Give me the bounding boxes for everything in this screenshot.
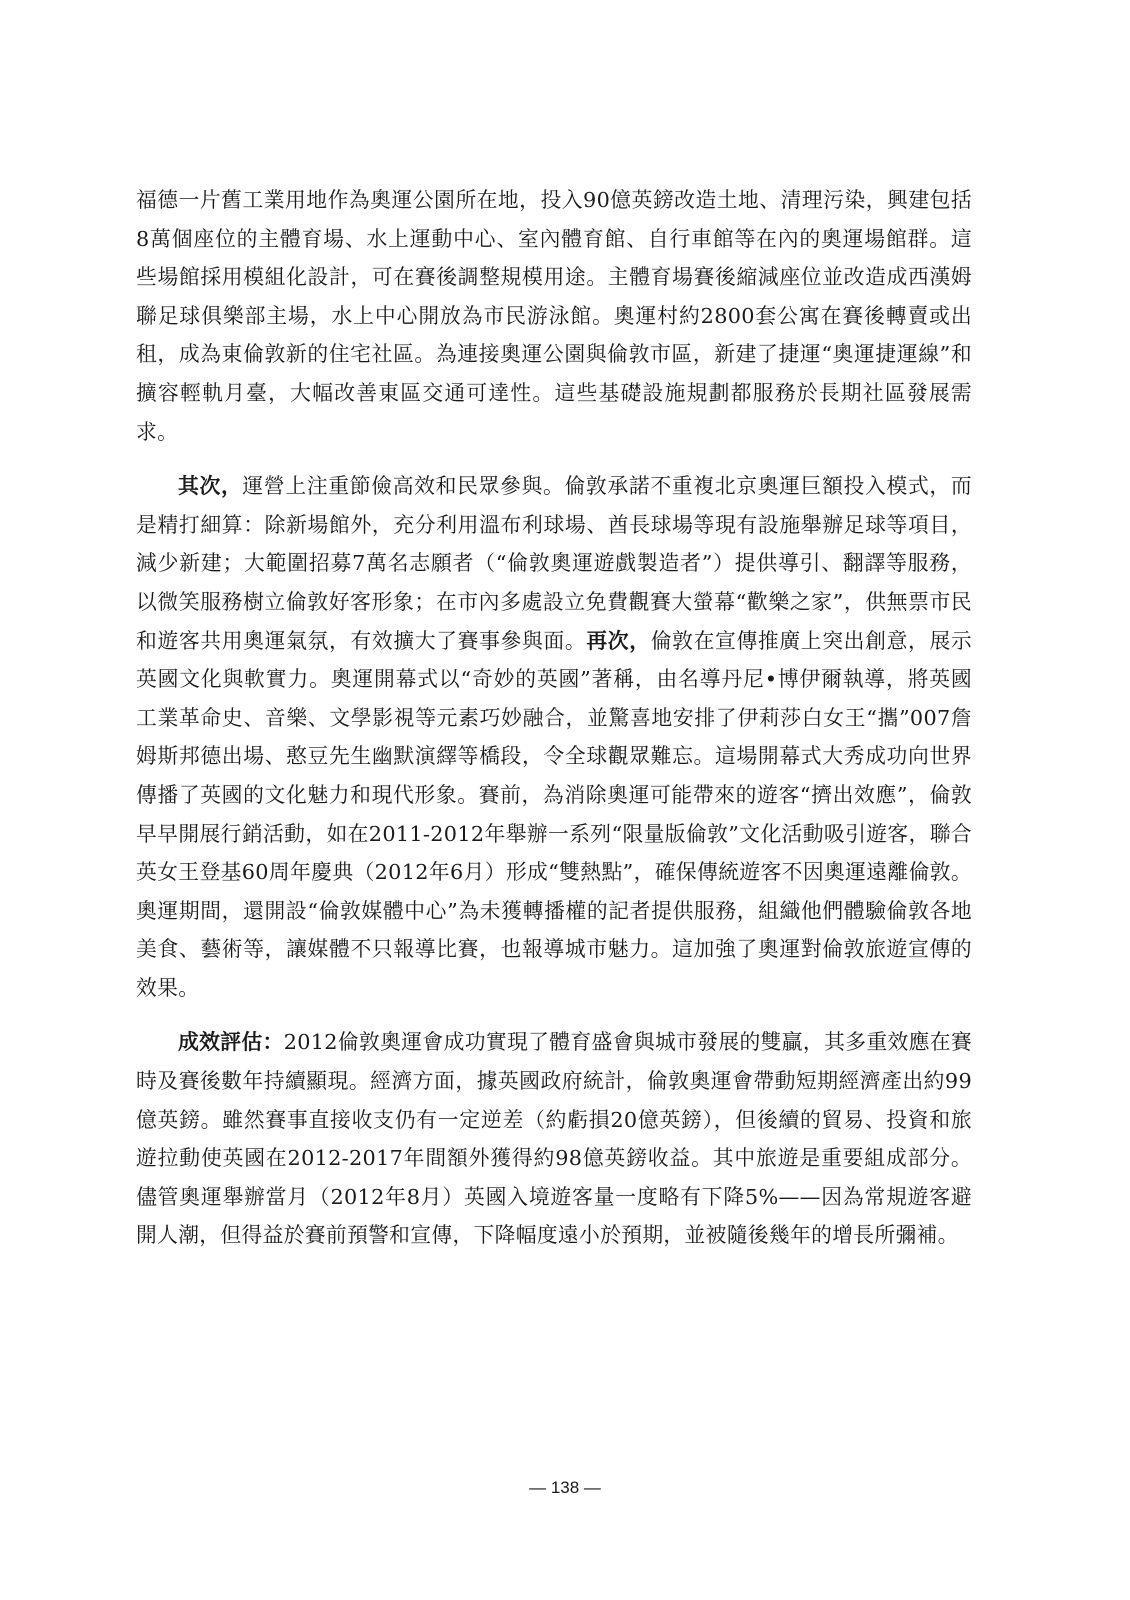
paragraph-2-text-part-1: 運營上注重節儉高效和民眾參與。倫敦承諾不重複北京奧運巨額投入模式，而是精打細算：除新場館外，充分利用溫布利球場、酋長球場等現有設施舉辦足球等項目，減少新建；大範圍招募7萬名志願者（“倫敦奧運遊戲製造者”）提供導引、翻譯等服務，以微笑服務樹立倫敦好客形象；在市內多處設立免費觀賽大螢幕“歡樂之家”，供無票市民和遊客共用奧運氣氛，有效擴大了賽事參與面。: [136, 474, 973, 653]
paragraph-1-text: 福德一片舊工業用地作為奧運公園所在地，投入90億英鎊改造土地、清理污染，興建包括8萬個座位的主體育場、水上運動中心、室內體育館、自行車館等在內的奧運場館群。這些場館採用模組化設計，可在賽後調整規模用途。主體育場賽後縮減座位並改造成西漢姆聯足球俱樂部主場，水上中心開放為市民游泳館。奧運村約2800套公寓在賽後轉賣或出租，成為東倫敦新的住宅社區。為連接奧運公園與倫敦市區，新建了捷運“奧運捷運線”和擴容輕軌月臺，大幅改善東區交通可達性。這些基礎設施規劃都服務於長期社區發展需求。: [136, 188, 972, 444]
paragraph-2-lead-heading: 其次，: [178, 473, 243, 499]
document-body: [136, 181, 972, 1255]
page-number: — 138 —: [529, 1478, 601, 1497]
paragraph-1: [136, 181, 972, 451]
paragraph-3: [136, 1023, 972, 1255]
paragraph-3-text: 2012倫敦奧運會成功實現了體育盛會與城市發展的雙贏，其多重效應在賽時及賽後數年持續顯現。經濟方面，據英國政府統計，倫敦奧運會帶動短期經濟產出約99億英鎊。雖然賽事直接收支仍有一定逆差（約虧損20億英鎊），但後續的貿易、投資和旅遊拉動使英國在2012-2017年間額外獲得約98億英鎊收益。其中旅遊是重要組成部分。儘管奧運舉辦當月（2012年8月）英國入境遊客量一度略有下降5%——因為常規遊客避開人潮，但得益於賽前預警和宣傳，下降幅度遠小於預期，並被隨後幾年的增長所彌補。: [136, 1030, 973, 1248]
paragraph-3-lead-heading: 成效評估：: [178, 1029, 284, 1055]
paragraph-2-inline-heading: 再次，: [586, 627, 651, 653]
paragraph-2: [136, 467, 972, 1007]
paragraph-2-text-part-2: 倫敦在宣傳推廣上突出創意，展示英國文化與軟實力。奧運開幕式以“奇妙的英國”著稱，由名導丹尼•博伊爾執導，將英國工業革命史、音樂、文學影視等元素巧妙融合，並驚喜地安排了伊莉莎白女王“攜”007詹姆斯邦德出場、憨豆先生幽默演繹等橋段，令全球觀眾難忘。這場開幕式大秀成功向世界傳播了英國的文化魅力和現代形象。賽前，為消除奧運可能帶來的遊客“擠出效應”，倫敦早早開展行銷活動，如在2011-2012年舉辦一系列“限量版倫敦”文化活動吸引遊客，聯合英女王登基60周年慶典（2012年6月）形成“雙熱點”，確保傳統遊客不因奧運遠離倫敦。奧運期間，還開設“倫敦媒體中心”為未獲轉播權的記者提供服務，組織他們體驗倫敦各地美食、藝術等，讓媒體不只報導比賽，也報導城市魅力。這加強了奧運對倫敦旅遊宣傳的效果。: [136, 628, 973, 1000]
